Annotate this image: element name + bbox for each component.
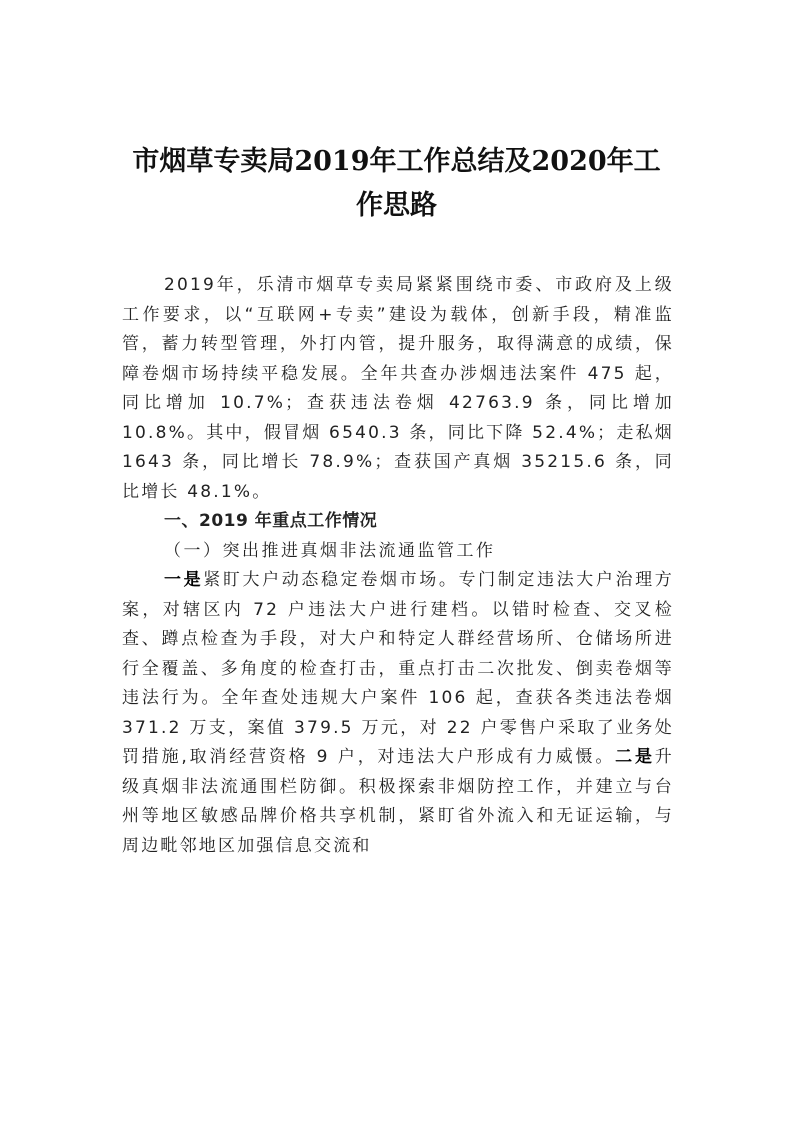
- subsection-heading-1: （一）突出推进真烟非法流通监管工作: [164, 540, 496, 561]
- title-line-1: 市烟草专卖局2019年工作总结及2020年工: [132, 146, 661, 177]
- document-body: [122, 271, 674, 861]
- paragraph-lead-2: 二是: [615, 747, 655, 767]
- paragraph-1: [122, 566, 674, 861]
- document-title: [100, 140, 693, 228]
- section-heading-1: 一、2019 年重点工作情况: [164, 511, 378, 531]
- paragraph-lead-1: 一是: [164, 570, 204, 590]
- paragraph-text-2: 升级真烟非法流通围栏防御。积极探索非烟防控工作，并建立与台州等地区敏感品牌价格共享机制，紧盯省外流入和无证运输，与周边毗邻地区加强信息交流和: [122, 747, 674, 856]
- title-line-2: 作思路: [356, 190, 437, 221]
- paragraph-text-1: 紧盯大户动态稳定卷烟市场。专门制定违法大户治理方案，对辖区内 72 户违法大户进行建档。以错时检查、交叉检查、蹲点检查为手段，对大户和特定人群经营场所、仓储场所进行全覆盖、多角度的检查打击，重点打击二次批发、倒卖卷烟等违法行为。全年查处违规大户案件 106 起，查获各类违法卷烟 371.2 万支，案值 379.5 万元，对 22 户零售户采取了业务处罚措施,取消经营资格 9 户，对违法大户形成有力威慑。: [122, 570, 674, 767]
- intro-paragraph: 2019年，乐清市烟草专卖局紧紧围绕市委、市政府及上级工作要求，以“互联网+专卖”建设为载体，创新手段，精准监管，蓄力转型管理，外打内管，提升服务，取得满意的成绩，保障卷烟市场持续平稳发展。全年共查办涉烟违法案件 475 起，同比增加 10.7%；查获违法卷烟 42763.9 条，同比增加 10.8%。其中，假冒烟 6540.3 条，同比下降 52.4%；走私烟 1643 条，同比增长 78.9%；查获国产真烟 35215.6 条，同比增长 48.1%。: [122, 275, 674, 502]
